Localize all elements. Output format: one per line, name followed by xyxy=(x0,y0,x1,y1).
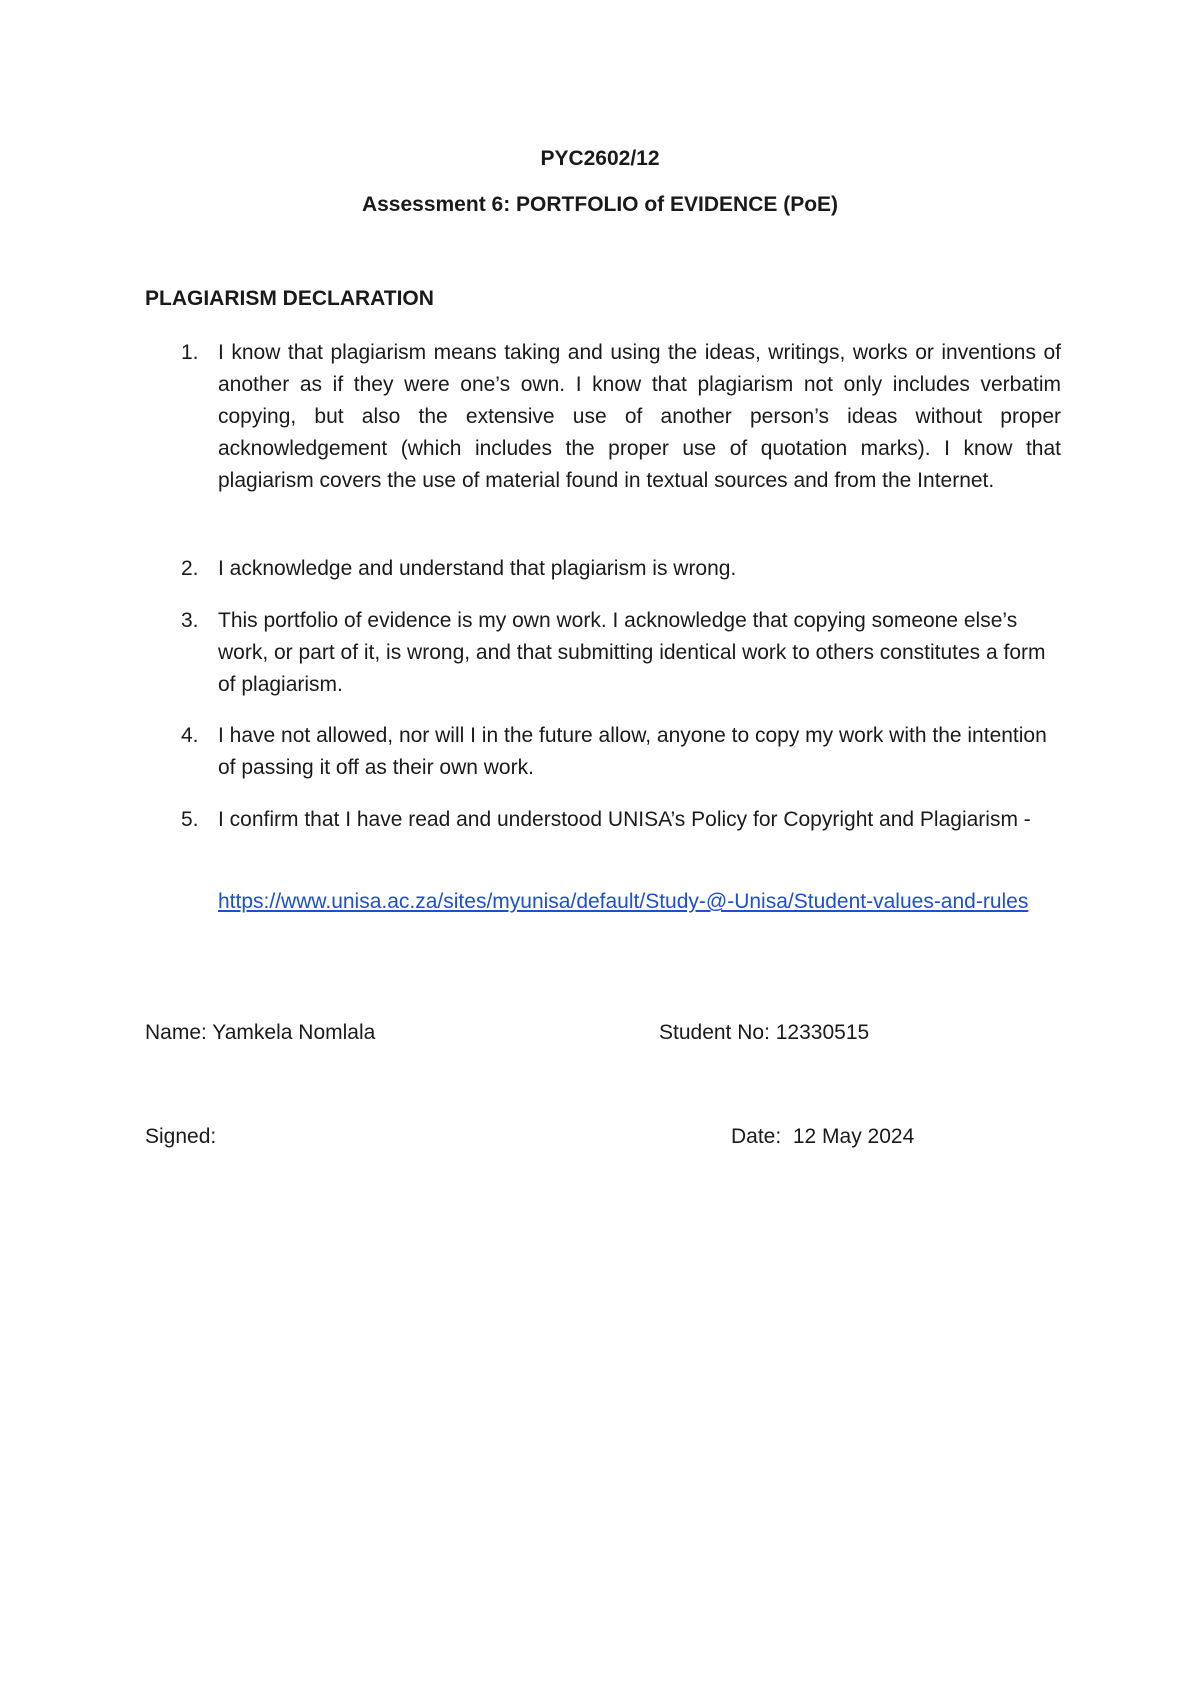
list-item-text: I have not allowed, nor will I in the future allow, anyone to copy my work with the intention of passing it off as their own work. xyxy=(218,724,1047,779)
list-item-text: I confirm that I have read and understood UNISA’s Policy for Copyright and Plagiarism - xyxy=(218,808,1031,831)
list-item-text: This portfolio of evidence is my own work. I acknowledge that copying someone else’s work, or part of it, is wrong, and that submitting identical work to others constitutes a form of plagiarism. xyxy=(218,609,1046,696)
list-item-number: 5. xyxy=(181,808,199,831)
list-item-number: 2. xyxy=(181,557,199,580)
signed-field: Signed: xyxy=(145,1125,217,1148)
student-name: Name: Yamkela Nomlala xyxy=(145,1021,376,1044)
list-item-number: 1. xyxy=(181,341,199,364)
list-item-text: I know that plagiarism means taking and using the ideas, writings, works or inventions of another as if they were one’s own. I know that plagiarism not only includes verbatim copying, but also the extensive use of another person’s ideas without proper acknowledgement (which includes the proper use of quotation marks). I know that plagiarism covers the use of material found in textual sources and from the Internet. xyxy=(218,341,1061,492)
policy-link[interactable]: https://www.unisa.ac.za/sites/myunisa/default/Study-@-Unisa/Student-values-and-rules xyxy=(218,890,1029,913)
section-heading: PLAGIARISM DECLARATION xyxy=(145,287,434,310)
list-item-text: I acknowledge and understand that plagiarism is wrong. xyxy=(218,557,737,580)
assessment-title: Assessment 6: PORTFOLIO of EVIDENCE (PoE) xyxy=(361,193,839,216)
date-field: Date: 12 May 2024 xyxy=(731,1125,915,1148)
student-number: Student No: 12330515 xyxy=(659,1021,870,1044)
course-code: PYC2602/12 xyxy=(540,147,660,170)
list-item-number: 4. xyxy=(181,724,199,747)
list-item-number: 3. xyxy=(181,609,199,632)
